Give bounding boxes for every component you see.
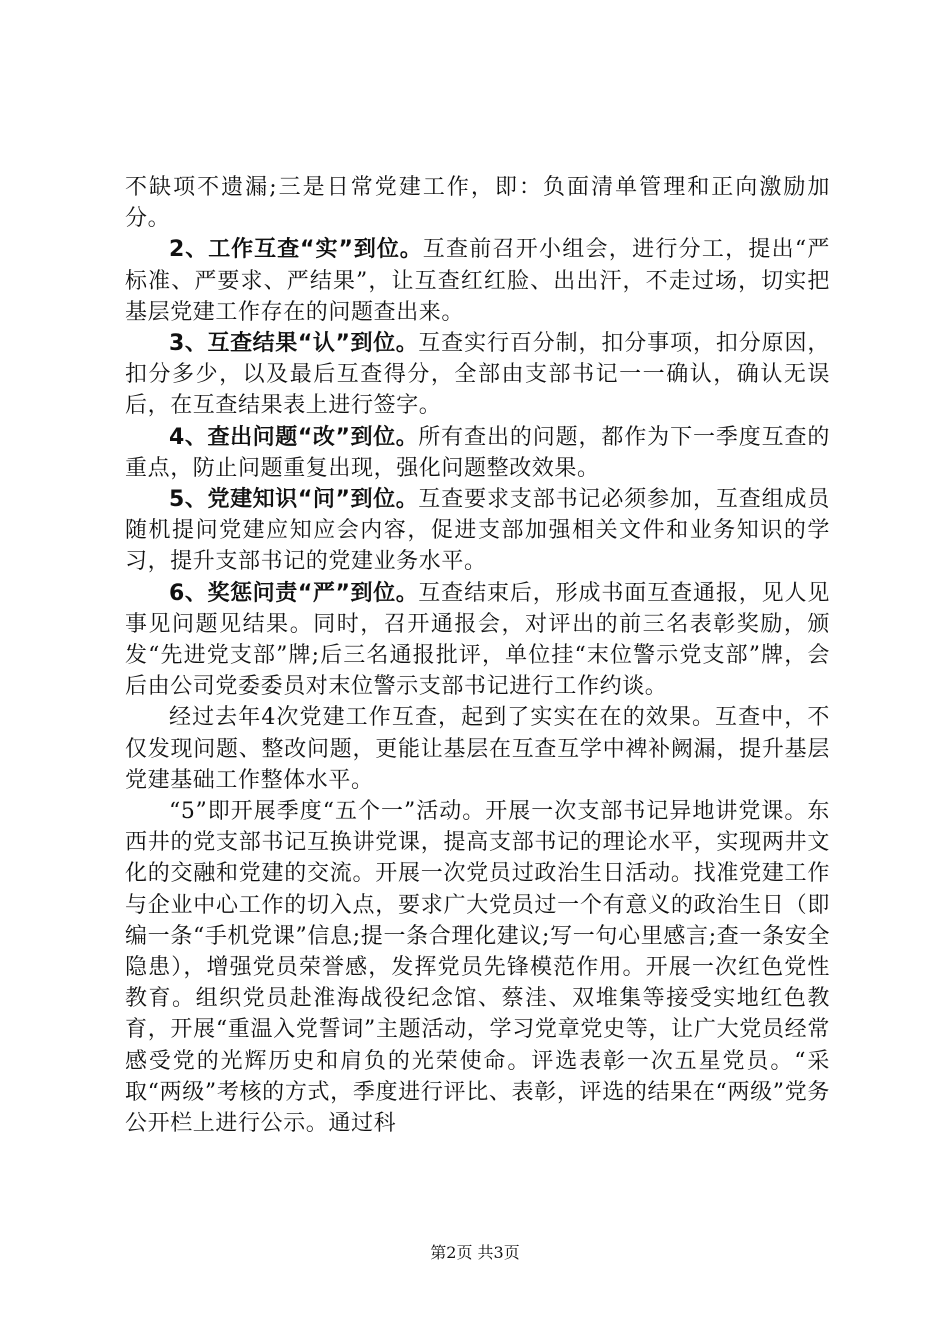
paragraph-6 bbox=[125, 578, 830, 703]
paragraph-heading: 3、互查结果“认”到位。 bbox=[169, 331, 419, 357]
paragraph-text: 所有查出的问题，都作为下一季度互查的重点，防止问题重复出现，强化问题整改效果。 bbox=[125, 424, 830, 481]
document-body bbox=[125, 172, 830, 1139]
paragraph-3 bbox=[125, 328, 830, 422]
paragraph-5 bbox=[125, 484, 830, 578]
paragraph-text: 互查实行百分制，扣分事项，扣分原因，扣分多少，以及最后互查得分，全部由支部书记一一确认，确认无误后，在互查结果表上进行签字。 bbox=[125, 331, 830, 419]
paragraph-text: 经过去年4次党建工作互查，起到了实实在在的效果。互查中，不仅发现问题、整改问题，更能让基层在互查互学中裨补阙漏，提升基层党建基础工作整体水平。 bbox=[125, 705, 830, 793]
paragraph-heading: 6、奖惩问责“严”到位。 bbox=[169, 580, 419, 606]
paragraph-8 bbox=[125, 796, 830, 1139]
paragraph-text: “5”即开展季度“五个一”活动。开展一次支部书记异地讲党课。东西井的党支部书记互换讲党课，提高支部书记的理论水平，实现两井文化的交融和党建的交流。开展一次党员过政治生日活动。找准党建工作与企业中心工作的切入点，要求广大党员过一个有意义的政治生日（即编一条“手机党课”信息;提一条合理化建议;写一句心里感言;查一条安全隐患），增强党员荣誉感，发挥党员先锋模范作用。开展一次红色党性教育。组织党员赴淮海战役纪念馆、蔡洼、双堆集等接受实地红色教育，开展“重温入党誓词”主题活动，学习党章党史等，让广大党员经常感受党的光辉历史和肩负的光荣使命。评选表彰一次五星党员。“采取“两级”考核的方式，季度进行评比、表彰，评选的结果在“两级”党务公开栏上进行公示。通过科 bbox=[125, 799, 830, 1137]
paragraph-2 bbox=[125, 234, 830, 328]
page-number-footer: 第2页 共3页 bbox=[430, 1243, 520, 1262]
paragraph-heading: 2、工作互查“实”到位。 bbox=[169, 237, 423, 263]
paragraph-1 bbox=[125, 172, 830, 234]
paragraph-text: 不缺项不遗漏;三是日常党建工作，即：负面清单管理和正向激励加分。 bbox=[125, 175, 830, 232]
paragraph-heading: 4、查出问题“改”到位。 bbox=[169, 424, 419, 450]
paragraph-text: 互查前召开小组会，进行分工，提出“严标准、严要求、严结果”，让互查红红脸、出出汗，不走过场，切实把基层党建工作存在的问题查出来。 bbox=[125, 237, 830, 325]
paragraph-4 bbox=[125, 422, 830, 484]
paragraph-heading: 5、党建知识“问”到位。 bbox=[169, 487, 419, 513]
paragraph-7 bbox=[125, 702, 830, 796]
paragraph-text: 互查结束后，形成书面互查通报，见人见事见问题见结果。同时，召开通报会，对评出的前三名表彰奖励，颁发“先进党支部”牌;后三名通报批评，单位挂“末位警示党支部”牌，会后由公司党委委员对末位警示支部书记进行工作约谈。 bbox=[125, 580, 830, 700]
paragraph-text: 互查要求支部书记必须参加，互查组成员随机提问党建应知应会内容，促进支部加强相关文件和业务知识的学习，提升支部书记的党建业务水平。 bbox=[125, 487, 830, 575]
